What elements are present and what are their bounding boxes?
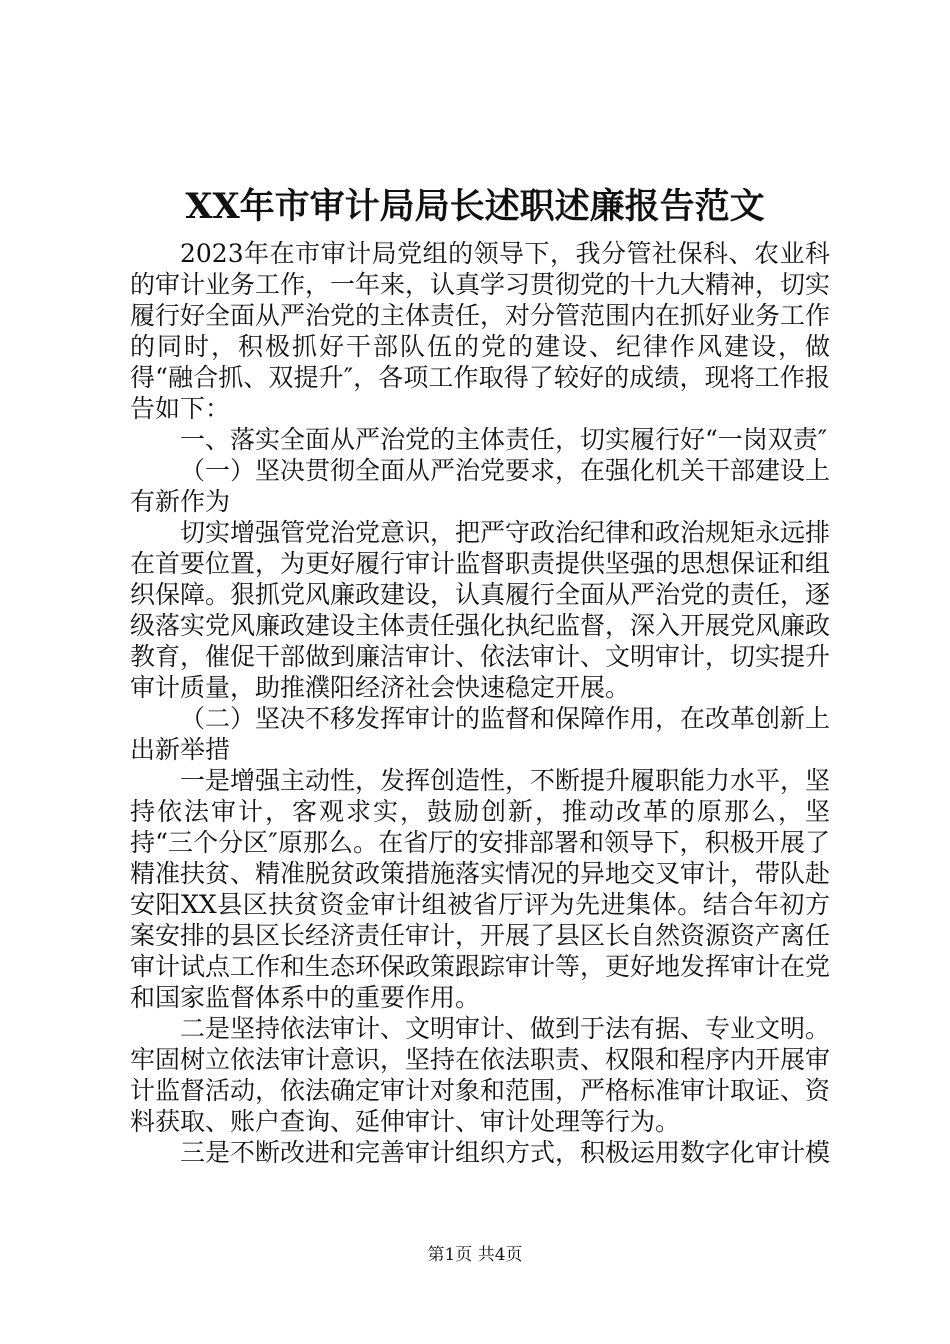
document-title: XX年市审计局局长述职述廉报告范文 — [185, 186, 765, 227]
subsection-heading-1: （一）坚决贯彻全面从严治党要求，在强化机关干部建设上有新作为 — [130, 456, 831, 516]
body-paragraph: 一是增强主动性，发挥创造性，不断提升履职能力水平，坚持依法审计，客观求实，鼓励创新，推动改革的原那么，坚持“三个分区″原那么。在省厅的安排部署和领导下，积极开展了精准扶贫、精准脱贫政策措施落实情况的异地交叉审计，带队赴安阳XX县区扶贫资金审计组被省厅评为先进集体。结合年初方案安排的县区长经济责任审计，开展了县区长自然资源资产离任审计试点工作和生态环保政策跟踪审计等，更好地发挥审计在党和国家监督体系中的重要作用。 — [130, 766, 831, 1012]
subsection-heading-2: （二）坚决不移发挥审计的监督和保障作用，在改革创新上出新举措 — [130, 704, 831, 764]
body-paragraph: 二是坚持依法审计、文明审计、做到于法有据、专业文明。牢固树立依法审计意识，坚持在依法职责、权限和程序内开展审计监督活动，依法确定审计对象和范围，严格标准审计取证、资料获取、账户查询、延伸审计、审计处理等行为。 — [130, 1014, 831, 1136]
section-heading-1: 一、落实全面从严治党的主体责任，切实履行好“一岗双责″ — [180, 425, 828, 454]
page-footer: 第1页 共4页 — [427, 1245, 523, 1265]
intro-paragraph: 2023年在市审计局党组的领导下，我分管社保科、农业科的审计业务工作，一年来，认真学习贯彻党的十九大精神，切实履行好全面从严治党的主体责任，对分管范围内在抓好业务工作的同时，积极抓好干部队伍的党的建设、纪律作风建设，做得“融合抓、双提升″，各项工作取得了较好的成绩，现将工作报告如下： — [130, 239, 831, 423]
body-paragraph: 三是不断改进和完善审计组织方式，积极运用数字化审计模 — [180, 1138, 831, 1167]
body-paragraph: 切实增强管党治党意识，把严守政治纪律和政治规矩永远排在首要位置，为更好履行审计监督职责提供坚强的思想保证和组织保障。狠抓党风廉政建设，认真履行全面从严治党的责任，逐级落实党风廉政建设主体责任强化执纪监督，深入开展党风廉政教育，催促干部做到廉洁审计、依法审计、文明审计，切实提升审计质量，助推濮阳经济社会快速稳定开展。 — [130, 518, 831, 702]
document-body — [130, 238, 830, 1168]
